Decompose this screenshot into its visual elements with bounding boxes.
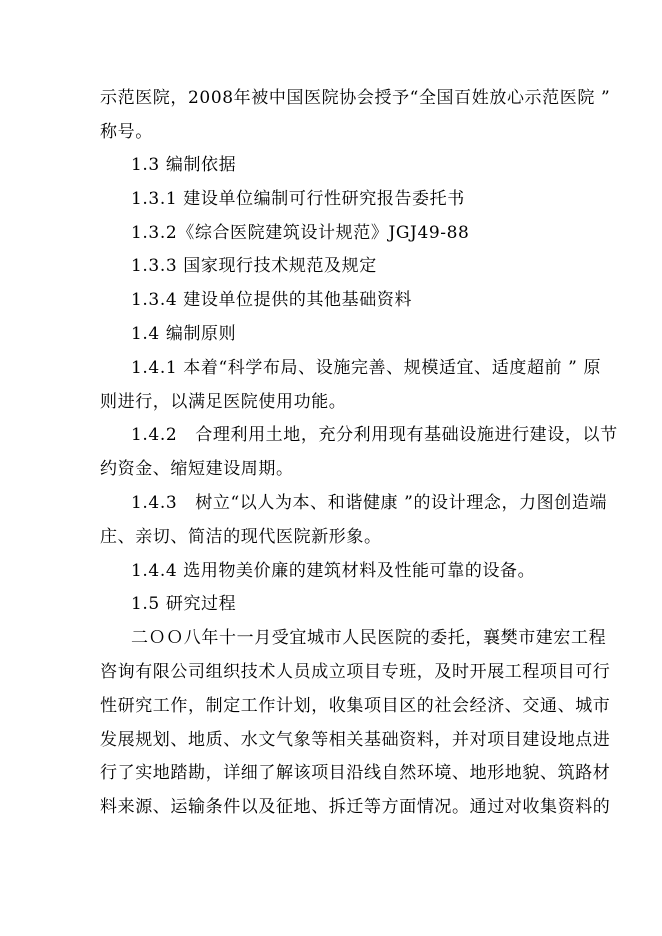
paragraph-line: 发展规划、地质、水文气象等相关基础资料，并对项目建设地点进 (100, 730, 611, 750)
section-heading: 1.3 编制依据 (131, 155, 237, 175)
list-item: 1.4.2 合理利用土地，充分利用现有基础设施进行建设，以节 (131, 425, 618, 445)
list-item: 1.3.4 建设单位提供的其他基础资料 (131, 290, 413, 310)
paragraph-line: 示范医院，2008年被中国医院协会授予“全国百姓放心示范医院 ” (100, 88, 611, 108)
list-item: 1.3.1 建设单位编制可行性研究报告委托书 (131, 189, 465, 209)
section-heading: 1.4 编制原则 (131, 324, 237, 344)
paragraph-line: 二ＯＯ八年十一月受宜城市人民医院的委托，襄樊市建宏工程 (131, 628, 607, 648)
list-item: 1.4.1 本着“科学布局、设施完善、规模适宜、适度超前 ” 原 (131, 358, 602, 378)
list-item: 1.3.2《综合医院建筑设计规范》JGJ49-88 (131, 223, 470, 243)
paragraph-line: 咨询有限公司组织技术人员成立项目专班，及时开展工程项目可行 (100, 662, 611, 682)
paragraph-line: 行了实地踏勘，详细了解该项目沿线自然环境、地形地貌、筑路材 (100, 763, 611, 783)
list-item: 1.4.4 选用物美价廉的建筑材料及性能可靠的设备。 (131, 561, 536, 581)
paragraph-line: 称号。 (100, 122, 153, 142)
paragraph-line: 料来源、运输条件以及征地、拆迁等方面情况。通过对收集资料的 (100, 797, 611, 817)
list-item: 1.4.3 树立“以人为本、和谐健康 ”的设计理念，力图创造端 (131, 493, 608, 513)
section-heading: 1.5 研究过程 (131, 594, 237, 614)
list-item-continuation: 约资金、缩短建设周期。 (100, 459, 294, 479)
paragraph-line: 性研究工作，制定工作计划，收集项目区的社会经济、交通、城市 (100, 696, 611, 716)
list-item-continuation: 则进行，以满足医院使用功能。 (100, 392, 347, 412)
list-item-continuation: 庄、亲切、简洁的现代医院新形象。 (100, 527, 382, 547)
list-item: 1.3.3 国家现行技术规范及规定 (131, 256, 377, 276)
